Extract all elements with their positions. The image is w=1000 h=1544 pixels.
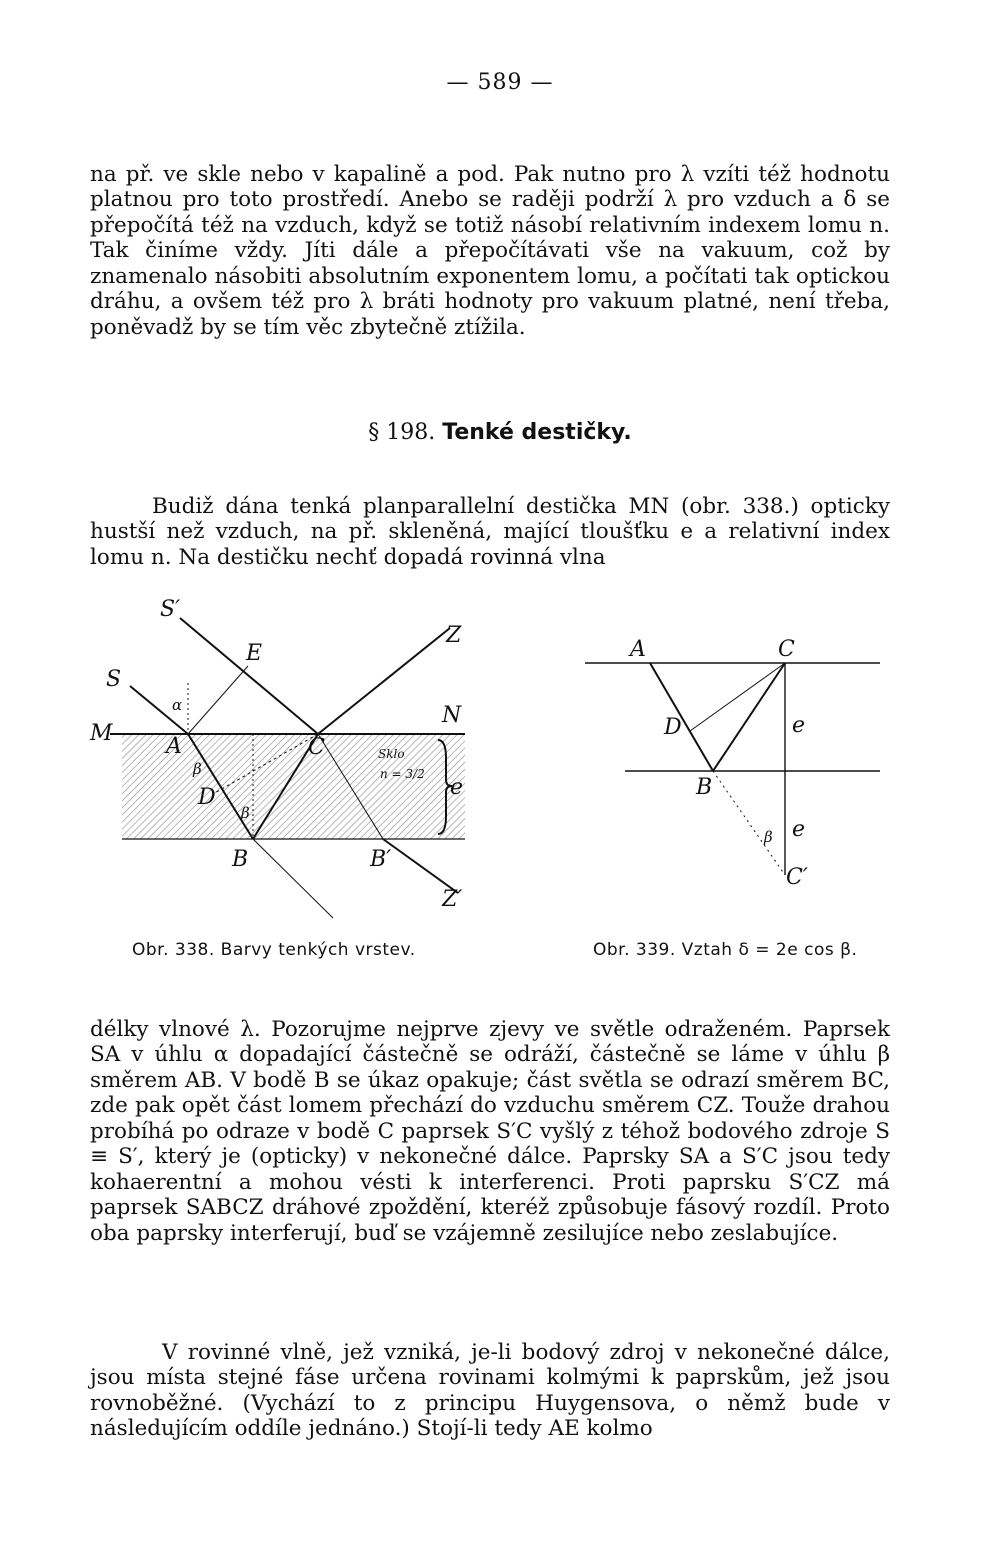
label-beta-1: β (193, 760, 202, 778)
label-b: B (696, 775, 713, 800)
last-paragraph: V rovinné vlně, jež vzniká, je-li bodový zdroj v nekonečné dálce, jsou místa stejné fáse určena rovinami kolmými k paprskům, jež jsou rovnoběžné. (Vychází to z principu Huygensova, o němž bude v následujícím oddíle jednáno.) Stojí-li tedy AE kolmo (90, 1339, 890, 1441)
top-paragraph: na př. ve skle nebo v kapalině a pod. Pak nutno pro λ vzíti též hodnotu platnou pro toto prostředí. Anebo se raději podrží λ pro vzduch a δ se přepočítá též na vzduch, když se totiž násobí relativním indexem lomu n. Tak činíme vždy. Jíti dále a přepočítávati vše na vakuum, což by znamenalo násobiti absolutním exponentem lomu, a počítati tak optickou dráhu, a ovšem též pro λ bráti hodnoty pro vakuum platné, není třeba, poněvadž by se tím věc zbytečně ztížila. (90, 161, 890, 340)
figure-339 (580, 630, 900, 890)
label-d: D (664, 715, 682, 740)
caption-figure-339: Obr. 339. Vztah δ = 2e cos β. (593, 940, 858, 960)
intro-paragraph: Budiž dána tenká planparallelní destička MN (obr. 338.) opticky hustší než vzduch, na př. skleněná, mající tloušťku e a relativní index lomu n. Na destičku nechť dopadá rovinná vlna (90, 493, 890, 570)
section-title: Tenké destičky. (442, 420, 632, 445)
label-a: A (630, 637, 646, 662)
label-thickness-e: e (450, 775, 464, 800)
label-z: Z (446, 623, 462, 648)
ray-cz (318, 628, 450, 734)
ray-b-beyond (253, 839, 333, 918)
label-b-prime: B′ (370, 847, 392, 872)
line-ae (188, 666, 248, 734)
label-c: C (308, 735, 325, 760)
ray-s-prime-c (180, 618, 318, 734)
label-e-point: E (246, 641, 263, 666)
line-b-c-prime (713, 771, 785, 875)
figure-338 (80, 588, 500, 928)
label-glass-word: Sklo (378, 747, 405, 761)
label-e-upper: e (792, 713, 806, 738)
label-glass-index: n = 3/2 (380, 767, 425, 781)
main-paragraph: délky vlnové λ. Pozorujme nejprve zjevy ve světle odraženém. Paprsek SA v úhlu α dopadající částečně se odráží, částečně se láme v úhlu β směrem AB. V bodě B se úkaz opakuje; část světla se odrazí směrem BC, zde pak opět část lomem přechází do vzduchu směrem CZ. Touže drahou probíhá po odraze v bodě C paprsek S′C vyšlý z téhož bodového zdroje S ≡ S′, který je (opticky) v nekonečné dálce. Paprsky SA a S′C jsou tedy kohaerentní a mohou vésti k interferenci. Proti paprsku S′CZ má paprsek SABCZ dráhové zpoždění, kteréž způsobuje fásový rozdíl. Proto oba paprsky interferují, buď se vzájemně zesilujíce nebo zeslabujíce. (90, 1016, 890, 1246)
label-b: B (232, 847, 249, 872)
label-s: S (106, 667, 122, 692)
label-e-lower: e (792, 817, 806, 842)
section-heading (0, 420, 1000, 445)
label-d: D (198, 785, 216, 810)
label-z-prime: Z′ (442, 887, 463, 912)
label-m: M (90, 721, 113, 746)
label-a: A (166, 734, 182, 759)
ray-z-prime (383, 839, 458, 893)
label-c: C (778, 637, 795, 662)
label-n: N (442, 703, 462, 728)
label-c-prime: C′ (786, 865, 808, 890)
label-beta: β (764, 828, 773, 846)
label-s-prime: S′ (160, 597, 181, 622)
caption-figure-338: Obr. 338. Barvy tenkých vrstev. (132, 940, 416, 960)
line-bc (713, 663, 785, 771)
section-number: § 198. (368, 420, 436, 445)
label-beta-2: β (241, 804, 250, 822)
page-number: — 589 — (446, 70, 554, 95)
line-cd (690, 663, 785, 731)
label-alpha: α (172, 696, 183, 714)
